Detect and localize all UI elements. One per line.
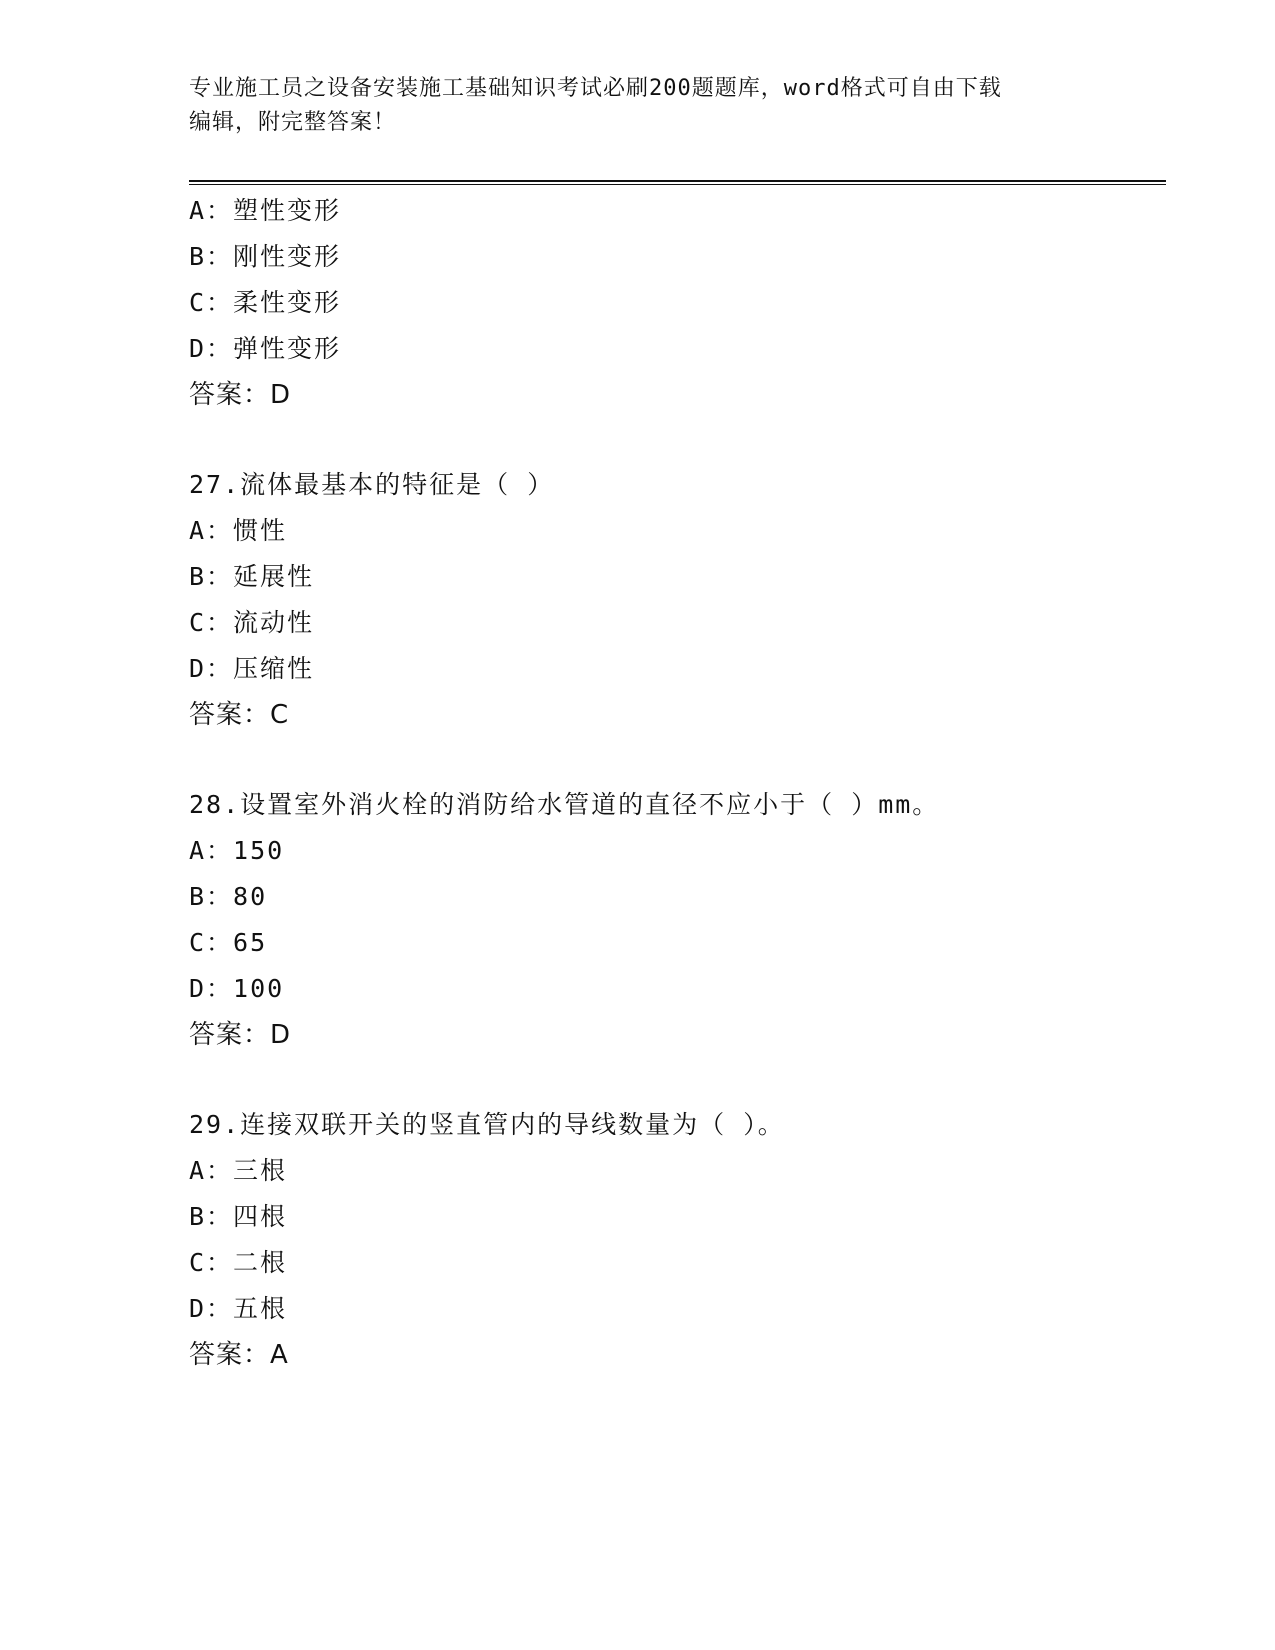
option-b: B：刚性变形: [189, 242, 342, 271]
header-divider-thick: [189, 180, 1166, 182]
answer-line: 答案：D: [189, 380, 292, 410]
option-c: C：流动性: [189, 608, 315, 637]
question-content: [189, 188, 1166, 1378]
option-c: C：二根: [189, 1248, 288, 1277]
option-b: B：延展性: [189, 562, 315, 591]
option-b: B：四根: [189, 1202, 288, 1231]
option-d: D：100: [189, 974, 285, 1003]
answer-line: 答案：A: [189, 1340, 289, 1370]
option-a: A：惯性: [189, 516, 288, 545]
option-c: C：柔性变形: [189, 288, 342, 317]
question-title: 29.连接双联开关的竖直管内的导线数量为（ ）。: [189, 1110, 785, 1139]
question-26-fragment: [189, 188, 1166, 418]
option-a: A：150: [189, 836, 285, 865]
header-line-2: 编辑，附完整答案！: [189, 110, 397, 135]
question-27: [189, 462, 1166, 738]
option-d: D：压缩性: [189, 654, 315, 683]
option-c: C：65: [189, 928, 268, 957]
header-line-1: 专业施工员之设备安装施工基础知识考试必刷200题题库，word格式可自由下载: [189, 76, 1002, 101]
question-title: 28.设置室外消火栓的消防给水管道的直径不应小于（ ）mm。: [189, 790, 940, 819]
option-a: A：塑性变形: [189, 196, 342, 225]
option-a: A：三根: [189, 1156, 288, 1185]
option-d: D：弹性变形: [189, 334, 342, 363]
answer-line: 答案：D: [189, 1020, 292, 1050]
document-header: [189, 72, 1089, 140]
option-d: D：五根: [189, 1294, 288, 1323]
question-title: 27.流体最基本的特征是（ ）: [189, 470, 555, 499]
option-b: B：80: [189, 882, 268, 911]
header-divider-thin: [189, 184, 1166, 185]
question-28: [189, 782, 1166, 1058]
answer-line: 答案：C: [189, 700, 290, 730]
question-29: [189, 1102, 1166, 1378]
